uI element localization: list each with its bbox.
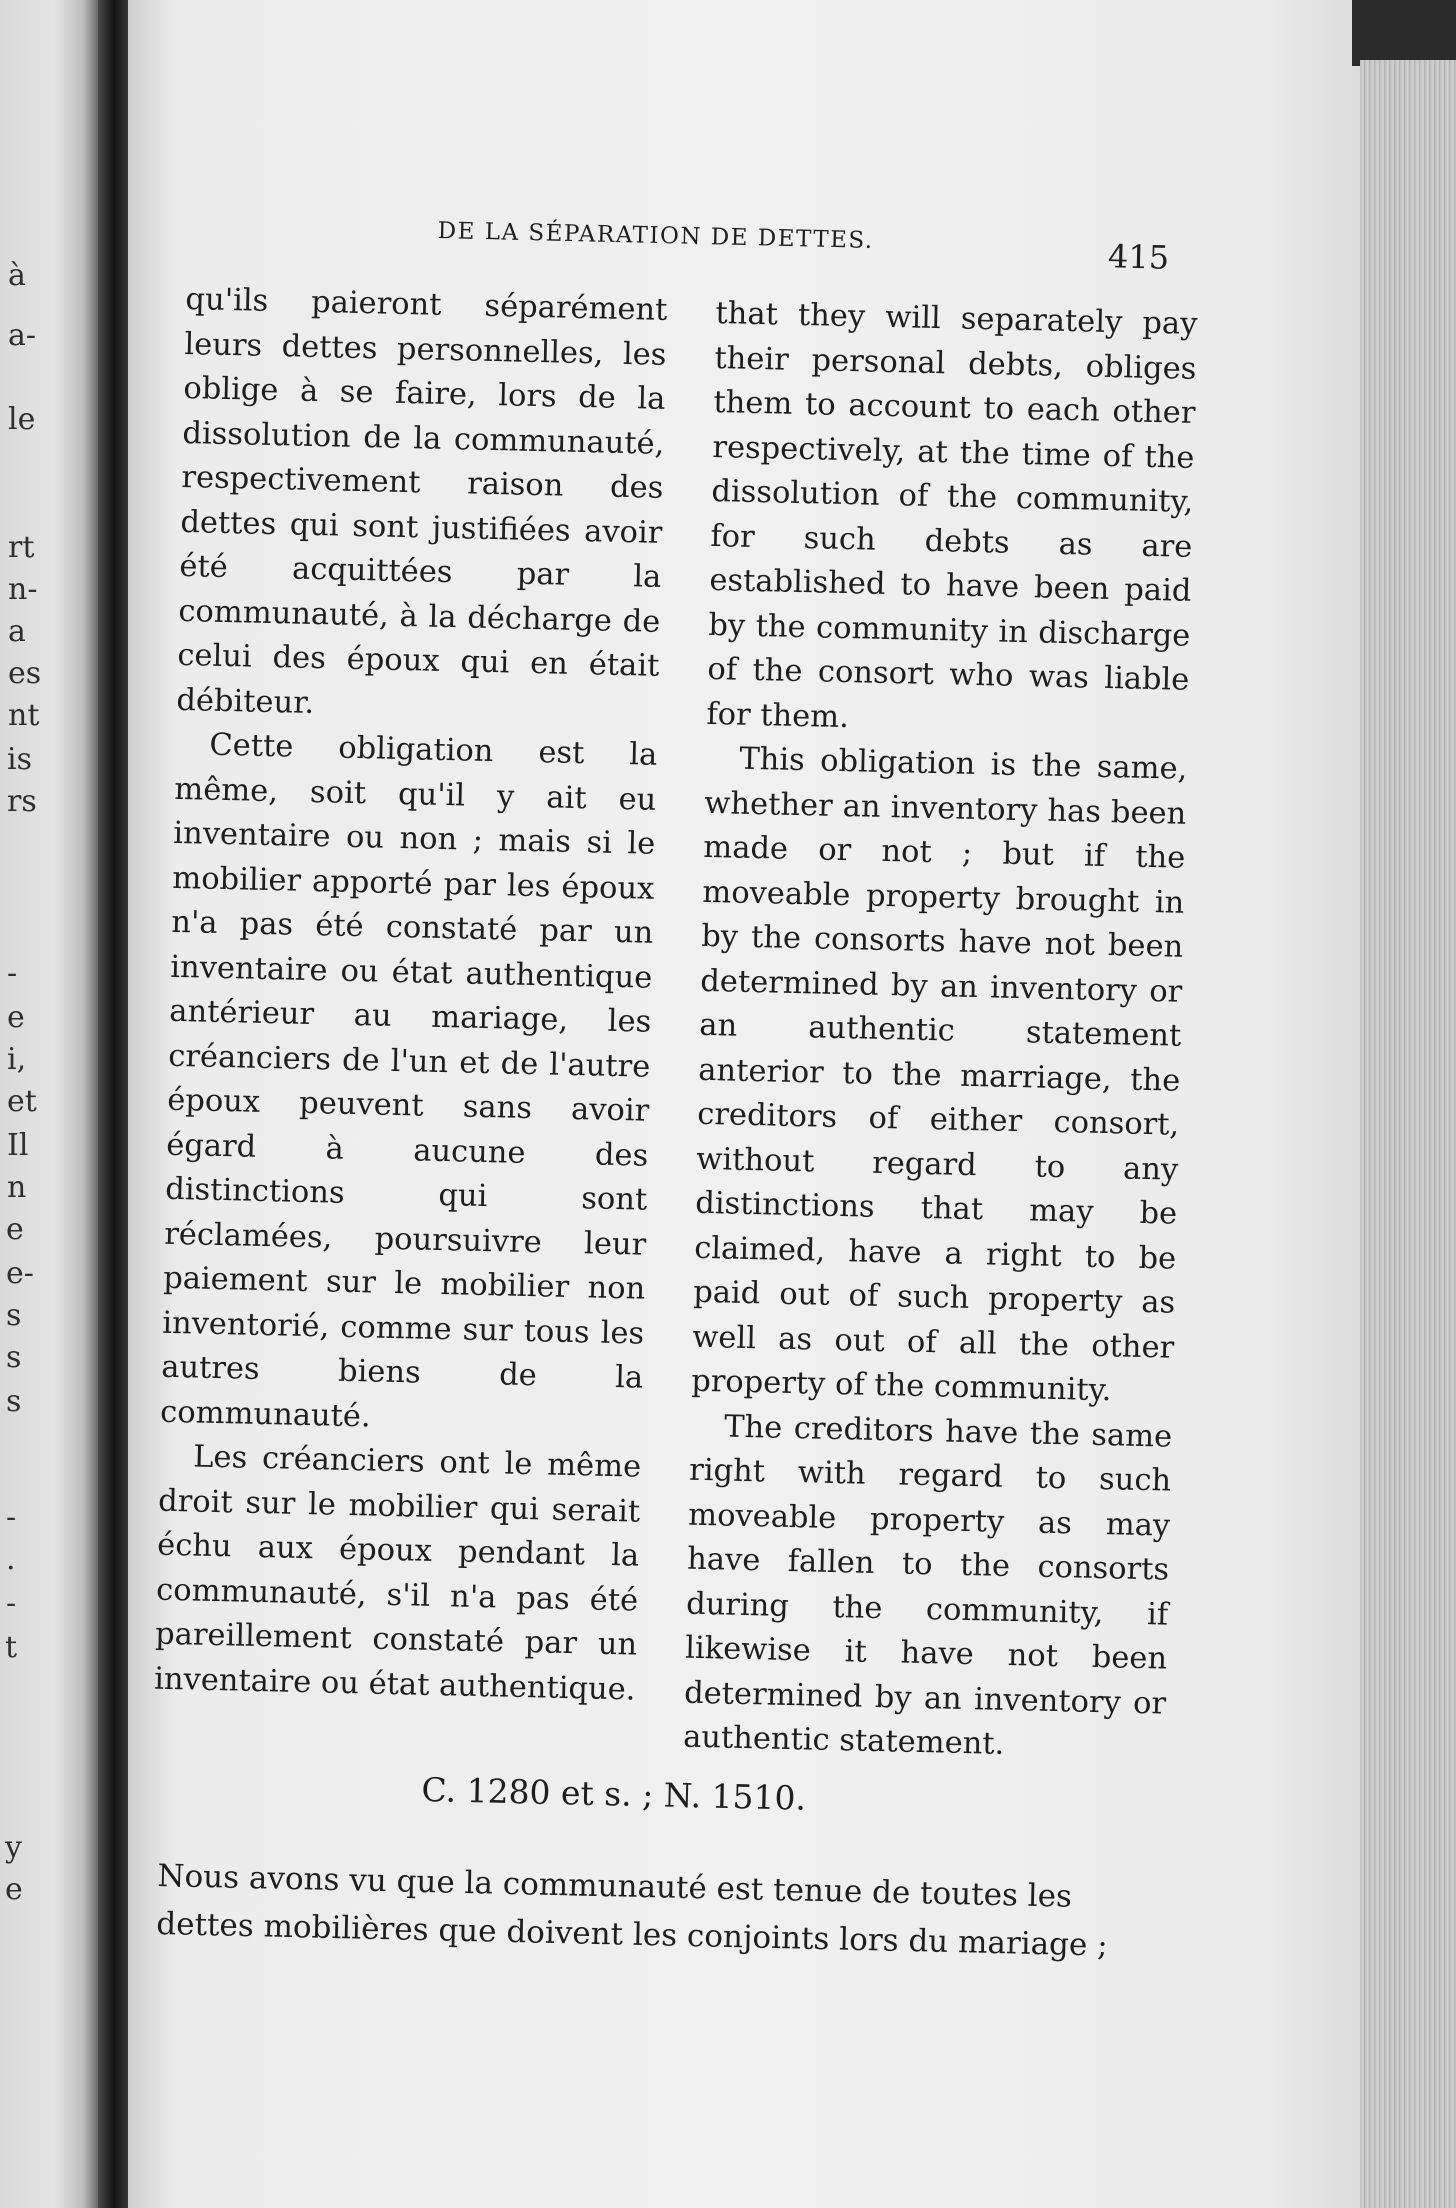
french-paragraph-2: Cette obligation est la même, soit qu'il y ait eu inventaire ou non ; mais si le mobilier apporté par les époux n'a pas été constaté par un inventaire ou état authentique antérieur au mariage, les créanciers de l'un et de l'autre époux peuvent sans avoir égard à aucune des distinctions qui sont réclamées, poursuivre leur paiement sur le mobilier non inventorié, comme sur tous les autres biens de la communauté. bbox=[159, 727, 658, 1434]
left-page-fragment: Il bbox=[7, 1128, 29, 1163]
left-page-fragment: rt bbox=[8, 530, 35, 565]
running-head: DE LA SÉPARATION DE DETTES. bbox=[437, 218, 874, 254]
french-column bbox=[154, 278, 668, 1713]
left-page-fragment: n- bbox=[8, 572, 38, 607]
page-number: 415 bbox=[1107, 237, 1170, 277]
english-column bbox=[683, 292, 1198, 1771]
left-page-fragment: i, bbox=[7, 1042, 27, 1077]
left-page-fragment: s bbox=[6, 1340, 22, 1375]
left-page-fragment: a bbox=[8, 614, 26, 649]
commentary-line-2: dettes mobilières que doivent les conjoints lors du mariage ; bbox=[155, 1905, 1109, 1964]
left-page-fragment: n bbox=[7, 1170, 27, 1205]
left-page-edge bbox=[0, 0, 98, 2208]
left-page-fragment: nt bbox=[8, 698, 40, 733]
left-page-fragment: t bbox=[5, 1630, 18, 1665]
french-paragraph-1: qu'ils paieront séparément leurs dettes personnelles, les oblige à se faire, lors de la dissolution de la communauté, respectivement raison des dettes qui sont justifiées avoir été acquittées par la communauté, à la décharge de celui des époux qui en était débiteur. bbox=[176, 281, 668, 721]
page-edges-stack bbox=[1360, 60, 1456, 2208]
left-page-fragment: s bbox=[6, 1384, 22, 1419]
english-paragraph-1: that they will separately pay their personal debts, obliges them to account to each other respectively, at the time of the dissolution of the community, for such debts as are established to have been paid by the community in discharge of the consort who was liable for them. bbox=[706, 295, 1198, 735]
english-paragraph-2: This obligation is the same, whether an inventory has been made or not ; but if the moveable property brought in by the consorts have not been determined by an inventory or an authentic statement anterior to the marriage, the creditors of either consort, without regard to any distinctions that may be claimed, have a right to be paid out of such property as well as out of all the other property of the community. bbox=[690, 741, 1188, 1409]
left-page-fragment: - bbox=[6, 1500, 17, 1535]
left-page-fragment: e bbox=[5, 1872, 23, 1907]
left-page-fragment: e bbox=[7, 1000, 25, 1035]
left-page-fragment: le bbox=[8, 402, 36, 437]
left-page-fragment: à bbox=[8, 258, 26, 293]
left-page-fragment: . bbox=[6, 1542, 16, 1577]
left-page-fragment: is bbox=[7, 742, 32, 777]
left-page-fragment: a- bbox=[8, 318, 37, 353]
left-page-fragment: es bbox=[8, 656, 42, 691]
left-page-fragment: - bbox=[7, 956, 18, 991]
book-gutter bbox=[98, 0, 130, 2208]
commentary-line-1: Nous avons vu que la communauté est tenue de toutes les bbox=[157, 1857, 1073, 1915]
article-citation: C. 1280 et s. ; N. 1510. bbox=[421, 1770, 807, 1818]
english-paragraph-3: The creditors have the same right with regard to such moveable property as may have fallen to the consorts during the community, if likewise it have not been determined by an inventory or authentic statement. bbox=[682, 1408, 1173, 1762]
book-page bbox=[128, 0, 1360, 2208]
left-page-fragment: s bbox=[6, 1298, 22, 1333]
page-edges-shadow bbox=[1352, 0, 1456, 66]
left-page-fragment: - bbox=[6, 1586, 17, 1621]
left-page-fragment: et bbox=[7, 1084, 37, 1119]
commentary-paragraph bbox=[156, 1852, 1218, 1972]
left-page-fragment: rs bbox=[7, 784, 37, 819]
french-paragraph-3: Les créanciers ont le même droit sur le mobilier qui serait échu aux époux pendant la communauté, s'il n'a pas été pareillement constaté par un inventaire ou état authentique. bbox=[153, 1439, 642, 1708]
left-page-fragment: e bbox=[6, 1212, 24, 1247]
left-page-fragment: e- bbox=[6, 1256, 34, 1291]
left-page-fragment: y bbox=[5, 1830, 22, 1865]
